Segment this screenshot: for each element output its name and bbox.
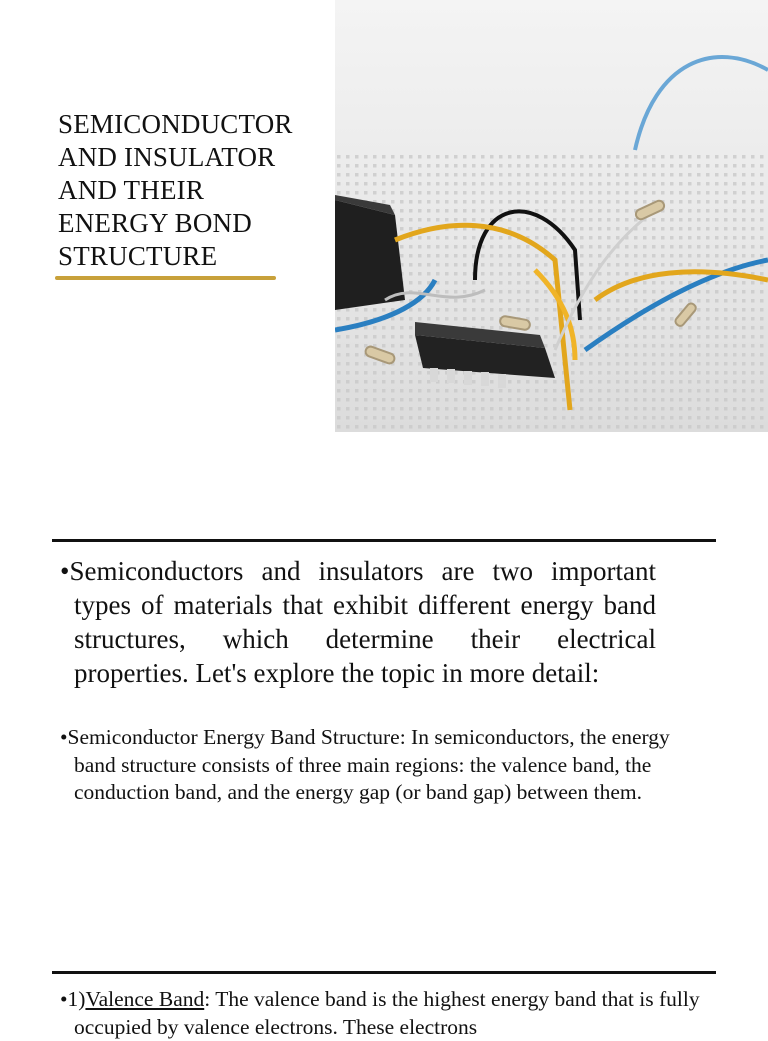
term-valence-band: Valence Band [85, 987, 205, 1011]
valence-band-bullet [60, 985, 720, 1041]
semiconductor-bullet [60, 724, 710, 807]
slide-title: SEMICONDUCTOR AND INSULATOR AND THEIR ENERGY BOND STRUCTURE [58, 109, 293, 271]
bullet-text [60, 985, 720, 1041]
section-divider [52, 539, 716, 542]
intro-bullet [60, 554, 656, 690]
title-underline [55, 276, 276, 280]
term-definition: : The valence band is the highest energy band that is fully occupied by valence electrons. These electrons [74, 987, 700, 1039]
bullet-text: •Semiconductor Energy Band Structure: In semiconductors, the energy band structure consists of three main regions: the valence band, the conduction band, and the energy gap (or band gap) between them. [60, 725, 670, 804]
breadboard-photo [335, 0, 768, 432]
bullet-text: •Semiconductors and insulators are two important types of materials that exhibit different energy band structures, which determine their electrical properties. Let's explore the topic in more detail: [60, 556, 656, 688]
section-divider [52, 971, 716, 974]
breadboard-circuit-icon [335, 0, 768, 432]
title-slide [0, 0, 768, 432]
bullet-prefix: •1) [60, 987, 86, 1011]
